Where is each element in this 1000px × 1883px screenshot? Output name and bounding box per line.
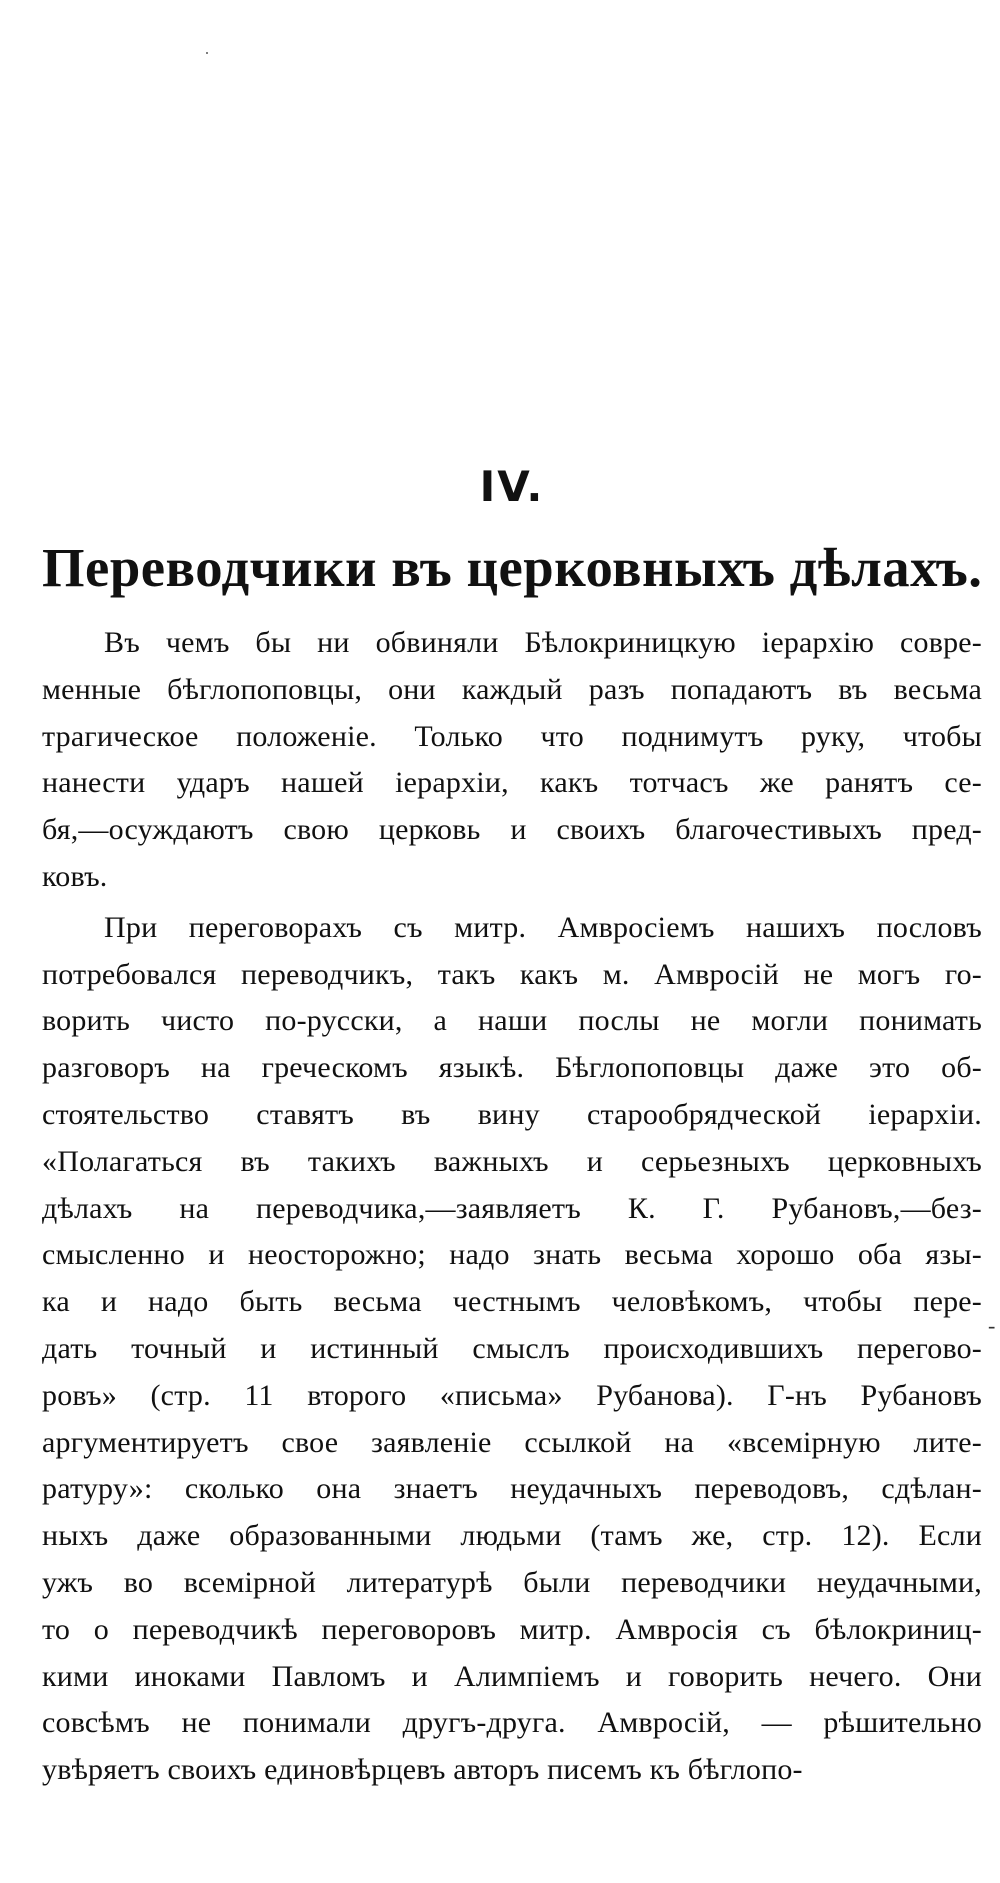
text-line: трагическое положеніе. Только что поднимутъ руку, чтобы [42, 719, 982, 753]
text-line: совсѣмъ не понимали другъ-друга. Амвросій, — рѣшительно [42, 1706, 982, 1740]
paragraph [42, 905, 982, 1794]
text-line: нанести ударъ нашей іерархіи, какъ тотчасъ же ранятъ се- [42, 766, 982, 800]
text-line: дѣлахъ на переводчика,—заявляетъ К. Г. Рубановъ,—без- [42, 1191, 982, 1225]
text-line: смысленно и неосторожно; надо знать весьма хорошо оба язы- [42, 1238, 982, 1272]
paragraph [42, 620, 982, 901]
text-line: разговоръ на греческомъ языкѣ. Бѣглопоповцы даже это об- [42, 1051, 982, 1085]
text-line: кими иноками Павломъ и Алимпіемъ и говорить нечего. Они [42, 1659, 982, 1693]
text-line: потребовался переводчикъ, такъ какъ м. Амвросій не могъ го- [42, 957, 982, 991]
text-line: ратуру»: сколько она знаетъ неудачныхъ переводовъ, сдѣлан- [42, 1472, 982, 1506]
text-line: ка и надо быть весьма честнымъ человѣкомъ, чтобы пере- [42, 1285, 982, 1319]
text-line: ворить чисто по-русски, а наши послы не могли понимать [42, 1004, 982, 1038]
text-line: ныхъ даже образованными людьми (тамъ же, стр. 12). Если [42, 1519, 982, 1553]
text-line: «Полагаться въ такихъ важныхъ и серьезныхъ церковныхъ [42, 1144, 982, 1178]
text-line: аргументируетъ свое заявленіе ссылкой на «всемірную лите- [42, 1425, 982, 1459]
chapter-number: IV. [479, 462, 545, 511]
text-line: ковъ. [42, 859, 108, 893]
text-line: ужъ во всемірной литературѣ были переводчики неудачными, [42, 1565, 982, 1599]
text-line: менные бѣглопоповцы, они каждый разъ попадаютъ въ весьма [42, 672, 982, 706]
text-line: При переговорахъ съ митр. Амвросіемъ нашихъ пословъ [104, 910, 982, 944]
chapter-title: Переводчики въ церковныхъ дѣлахъ. [42, 537, 983, 598]
margin-mark: - [988, 1313, 996, 1338]
text-line: Въ чемъ бы ни обвиняли Бѣлокриницкую іерархію совре- [104, 626, 982, 659]
text-line: бя,—осуждаютъ свою церковь и своихъ благочестивыхъ пред- [42, 813, 982, 847]
text-line: стоятельство ставятъ въ вину старообрядческой іерархіи. [42, 1097, 982, 1131]
text-line: то о переводчикѣ переговоровъ митр. Амвросія съ бѣлокриниц- [42, 1612, 982, 1646]
text-line: ровъ» (стр. 11 второго «письма» Рубанова). Г-нъ Рубановъ [42, 1378, 982, 1412]
text-line: увѣряетъ своихъ единовѣрцевъ авторъ писемъ къ бѣглопо- [42, 1753, 803, 1787]
paper-speck [206, 52, 208, 54]
text-line: дать точный и истинный смыслъ происходившихъ перегово- [42, 1331, 982, 1365]
body-text [42, 620, 982, 1798]
